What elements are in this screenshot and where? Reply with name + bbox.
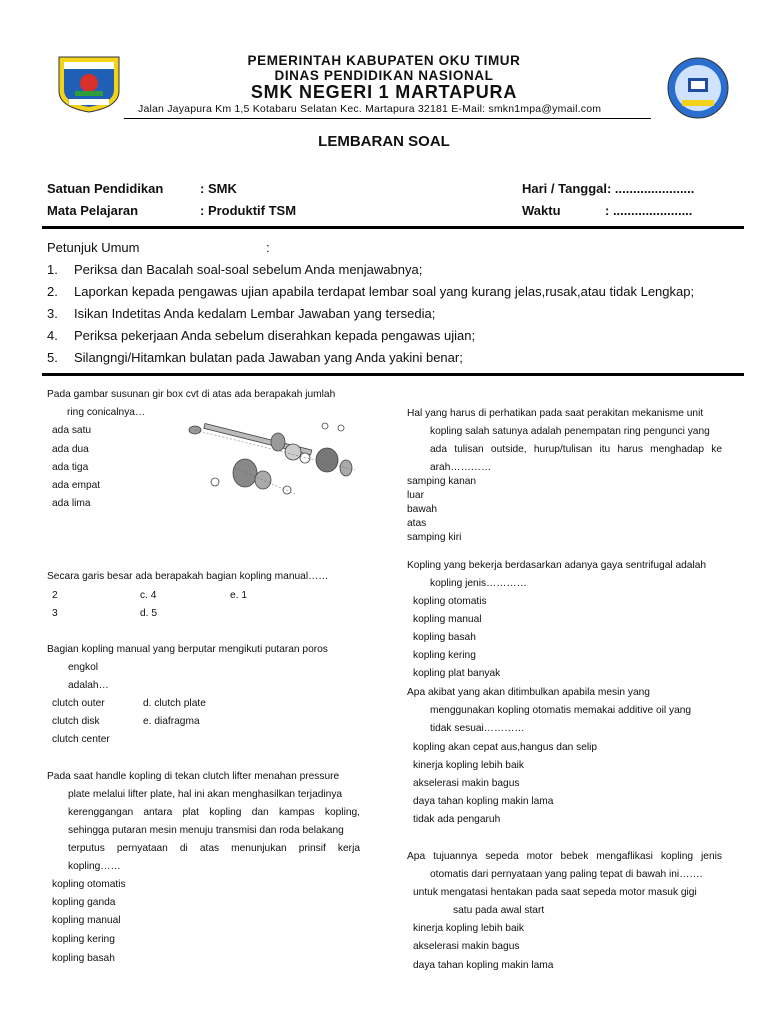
hari-label: Hari / Tanggal: ...................... (522, 181, 695, 196)
q8-option: daya tahan kopling makin lama (413, 960, 554, 971)
q8-text-cont: otomatis dari pernyataan yang paling tepat di bawah ini……. (430, 869, 703, 880)
q3-option-c: clutch center (52, 734, 110, 745)
header-divider (124, 118, 651, 119)
q6-option: kopling basah (413, 632, 476, 643)
q8-option: kinerja kopling lebih baik (413, 923, 524, 934)
q4-option: kopling basah (52, 953, 115, 964)
q3-option-b: clutch disk (52, 716, 100, 727)
q5-text: Hal yang harus di perhatikan pada saat perakitan mekanisme unit (407, 408, 704, 419)
q3-option-e: e. diafragma (143, 716, 200, 727)
cvt-gear-diagram (175, 408, 365, 508)
q5-text-cont: arah………… (430, 462, 492, 473)
q3-text-cont: engkol (68, 662, 99, 673)
q8-text-cont: untuk mengatasi hentakan pada saat sepeda motor masuk gigi (413, 887, 697, 898)
q1-option: ada satu (52, 425, 92, 436)
header-line2: DINAS PENDIDIKAN NASIONAL (274, 68, 494, 83)
q3-option-d: d. clutch plate (143, 698, 206, 709)
petunjuk-colon: : (266, 240, 270, 255)
q5-option: samping kiri (407, 532, 462, 543)
instruction-text: Periksa pekerjaan Anda sebelum diserahkan kepada pengawas ujian; (74, 328, 476, 343)
q4-option: kopling ganda (52, 897, 116, 908)
q2-option-e: e. 1 (230, 590, 247, 601)
meta-divider (42, 226, 744, 229)
mapel-value: : Produktif TSM (200, 203, 297, 218)
q8-option: akselerasi makin bagus (413, 941, 520, 952)
q6-text: Kopling yang bekerja berdasarkan adanya gaya sentrifugal adalah (407, 560, 707, 571)
q5-text-cont: kopling salah satunya adalah penempatan ring pengunci yang (430, 426, 710, 437)
q8-text-cont: satu pada awal start (453, 905, 545, 916)
q4-text-cont: plate melalui lifter plate, hal ini akan menghasilkan terjadinya (68, 789, 343, 800)
q2-option-d: d. 5 (140, 608, 157, 619)
q2-option-a: 2 (52, 590, 58, 601)
q2-option-b: 3 (52, 608, 58, 619)
q5-option: bawah (407, 504, 438, 515)
q7-text-cont: tidak sesuai………… (430, 723, 525, 734)
header-line1: PEMERINTAH KABUPATEN OKU TIMUR (247, 53, 521, 68)
q4-option: kopling otomatis (52, 879, 126, 890)
q7-text-cont: menggunakan kopling otomatis memakai additive oil yang (430, 705, 692, 716)
instruction-number: 2. (47, 284, 58, 299)
instruction-number: 5. (47, 350, 58, 365)
q6-option: kopling otomatis (413, 596, 487, 607)
satuan-label: Satuan Pendidikan (47, 181, 164, 196)
q1-option: ada tiga (52, 462, 89, 473)
page-title: LEMBARAN SOAL (318, 133, 450, 150)
q7-option: daya tahan kopling makin lama (413, 796, 554, 807)
instruction-text: Periksa dan Bacalah soal-soal sebelum Anda menjawabnya; (74, 262, 423, 277)
school-address: Jalan Jayapura Km 1,5 Kotabaru Selatan Kec. Martapura 32181 E-Mail: smkn1mpa@ymail.com (138, 103, 602, 115)
q2-option-c: c. 4 (140, 590, 157, 601)
q4-text: Pada saat handle kopling di tekan clutch lifter menahan pressure (47, 771, 340, 782)
mapel-label: Mata Pelajaran (47, 203, 139, 218)
q7-option: kinerja kopling lebih baik (413, 760, 524, 771)
waktu-value: : ...................... (605, 203, 693, 218)
q7-text: Apa akibat yang akan ditimbulkan apabila mesin yang (407, 687, 650, 698)
instruction-number: 4. (47, 328, 58, 343)
petunjuk-label: Petunjuk Umum (47, 240, 140, 255)
q6-option: kopling kering (413, 650, 476, 661)
q1-option: ada dua (52, 444, 89, 455)
q4-text-cont: sehingga putaran mesin menuju transmisi dan roda belakang (68, 825, 344, 836)
instruction-number: 3. (47, 306, 58, 321)
instruction-text: Isikan Indetitas Anda kedalam Lembar Jawaban yang tersedia; (74, 306, 436, 321)
q5-option: samping kanan (407, 476, 477, 487)
q7-option: akselerasi makin bagus (413, 778, 520, 789)
q1-text: Pada gambar susunan gir box cvt di atas ada berapakah jumlah (47, 389, 336, 400)
q6-option: kopling plat banyak (413, 668, 501, 679)
instruction-text: Laporkan kepada pengawas ujian apabila terdapat lembar soal yang kurang jelas,rusak,atau tidak Lengkap; (74, 284, 695, 299)
q1-text-cont: ring conicalnya… (67, 407, 146, 418)
q5-text-cont: ada tulisan outside, hurup/tulisan itu harus menghadap ke (430, 444, 722, 455)
q6-option: kopling manual (413, 614, 482, 625)
instruction-text: Silangngi/Hitamkan bulatan pada Jawaban yang Anda yakini benar; (74, 350, 463, 365)
q4-text-cont: terputus pernyataan di atas menunjukan prinsif kerja (68, 843, 360, 854)
q1-option: ada empat (52, 480, 101, 491)
q4-option: kopling kering (52, 934, 115, 945)
q3-option-a: clutch outer (52, 698, 105, 709)
q4-option: kopling manual (52, 915, 121, 926)
q3-text-cont: adalah… (68, 680, 109, 691)
q7-option: tidak ada pengaruh (413, 814, 501, 825)
q4-text-cont: kopling…… (68, 861, 121, 872)
q6-text-cont: kopling jenis………… (430, 578, 527, 589)
instructions-divider (42, 373, 744, 376)
q2-text: Secara garis besar ada berapakah bagian kopling manual…… (47, 571, 329, 582)
q8-text: Apa tujuannya sepeda motor bebek mengaflikasi kopling jenis (407, 851, 722, 862)
q7-option: kopling akan cepat aus,hangus dan selip (413, 742, 598, 753)
waktu-label: Waktu (522, 203, 561, 218)
q5-option: atas (407, 518, 427, 529)
q3-text: Bagian kopling manual yang berputar mengikuti putaran poros (47, 644, 328, 655)
q5-option: luar (407, 490, 424, 501)
satuan-value: : SMK (200, 181, 237, 196)
q4-text-cont: kerenggangan antara plat kopling dan kampas kopling, (68, 807, 360, 818)
school-name: SMK NEGERI 1 MARTAPURA (250, 82, 518, 102)
q1-option: ada lima (52, 498, 91, 509)
instruction-number: 1. (47, 262, 58, 277)
